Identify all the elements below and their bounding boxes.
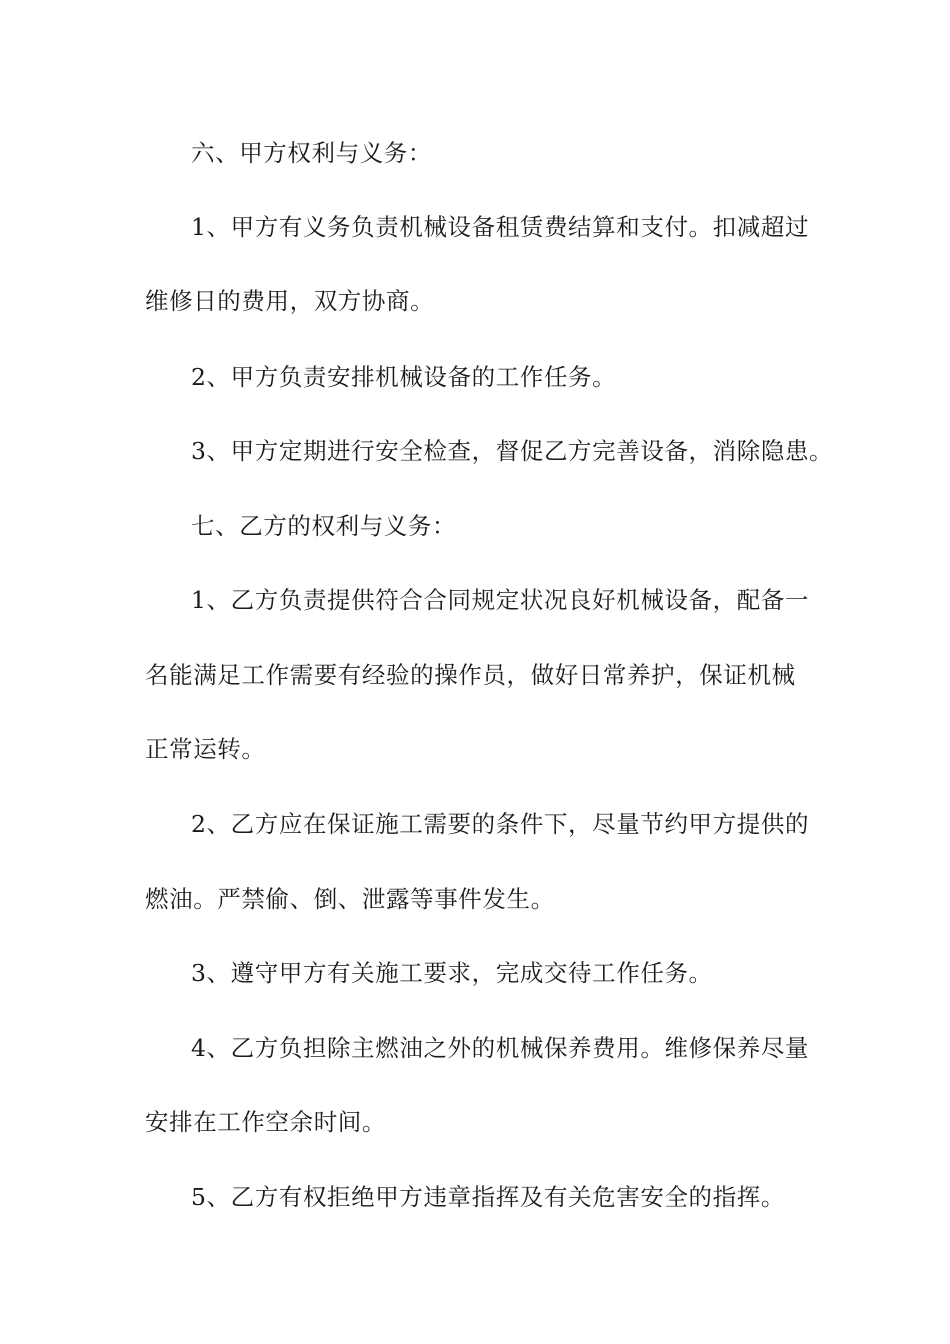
paragraph-line: 1、甲方有义务负责机械设备租赁费结算和支付。扣减超过 [191, 213, 810, 241]
paragraph-line: 3、甲方定期进行安全检查，督促乙方完善设备，消除隐患。 [191, 437, 834, 465]
paragraph-line: 名能满足工作需要有经验的操作员，做好日常养护，保证机械 [145, 661, 796, 689]
section-heading-party-b: 七、乙方的权利与义务： [191, 512, 457, 540]
paragraph-line: 正常运转。 [145, 735, 266, 763]
section-heading-party-a: 六、甲方权利与义务： [191, 139, 432, 167]
paragraph-line: 2、甲方负责安排机械设备的工作任务。 [191, 363, 617, 391]
paragraph-line: 3、遵守甲方有关施工要求，完成交待工作任务。 [191, 959, 713, 987]
paragraph-line: 2、乙方应在保证施工需要的条件下，尽量节约甲方提供的 [191, 810, 810, 838]
paragraph-line: 1、乙方负责提供符合合同规定状况良好机械设备，配备一 [191, 586, 810, 614]
paragraph-line: 维修日的费用，双方协商。 [145, 287, 435, 315]
paragraph-line: 安排在工作空余时间。 [145, 1108, 386, 1136]
paragraph-line: 燃油。严禁偷、倒、泄露等事件发生。 [145, 885, 555, 913]
paragraph-line: 5、乙方有权拒绝甲方违章指挥及有关危害安全的指挥。 [191, 1183, 785, 1211]
paragraph-line: 4、乙方负担除主燃油之外的机械保养费用。维修保养尽量 [191, 1034, 810, 1062]
